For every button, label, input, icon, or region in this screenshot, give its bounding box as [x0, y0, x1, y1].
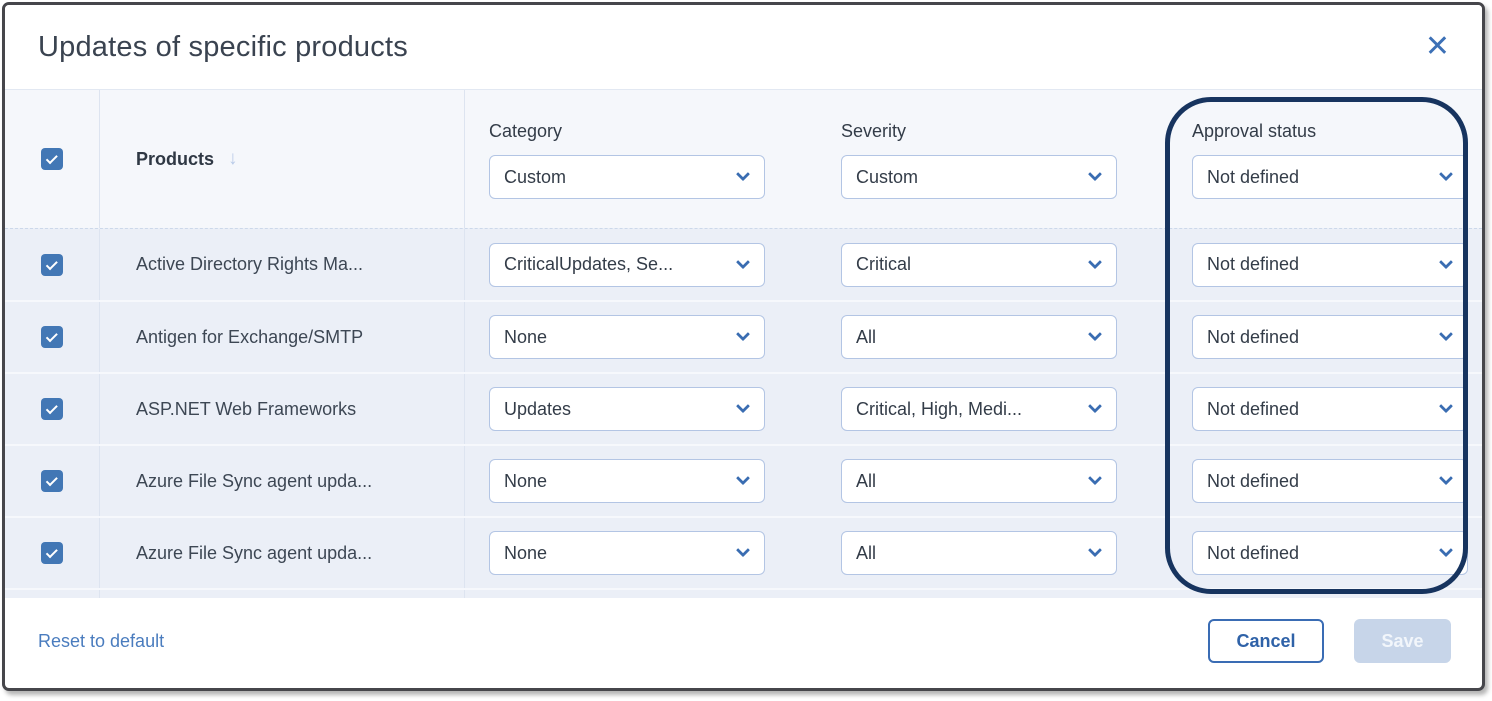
chevron-down-icon — [1439, 167, 1453, 181]
product-name: Active Directory Rights Ma... — [136, 254, 364, 274]
updates-dialog — [2, 2, 1485, 691]
checkmark-icon — [45, 152, 57, 164]
chevron-down-icon — [1439, 255, 1453, 269]
footer-buttons — [1208, 619, 1451, 663]
approval-status-cell — [1168, 229, 1482, 300]
chevron-down-icon — [1088, 399, 1102, 413]
product-cell — [100, 446, 465, 516]
table-row — [5, 228, 1482, 300]
table-row — [5, 372, 1482, 444]
dialog-titlebar — [5, 5, 1482, 90]
row-checkbox-cell — [5, 590, 100, 598]
close-icon[interactable]: ✕ — [1424, 30, 1450, 63]
approval-status-select[interactable]: Not defined — [1192, 315, 1468, 359]
severity-cell — [817, 374, 1168, 444]
reset-to-default-link[interactable]: Reset to default — [38, 630, 165, 651]
category-select[interactable]: Updates — [489, 387, 765, 431]
category-cell — [465, 518, 817, 588]
product-cell — [100, 302, 465, 372]
approval-status-all-select[interactable]: Not defined — [1192, 155, 1468, 199]
approval-status-cell — [1168, 590, 1482, 598]
severity-select[interactable]: Critical, High, Medi... — [841, 387, 1117, 431]
severity-cell — [817, 518, 1168, 588]
products-column-header[interactable]: Products — [136, 148, 215, 169]
checkmark-icon — [45, 330, 57, 342]
product-cell — [100, 518, 465, 588]
dialog-title: Updates of specific products — [38, 30, 408, 63]
severity-column-header: Severity — [841, 121, 907, 141]
chevron-down-icon — [1439, 399, 1453, 413]
category-column-header: Category — [489, 121, 563, 141]
category-select[interactable]: None — [489, 531, 765, 575]
checkmark-icon — [45, 258, 57, 270]
approval-status-column-header: Approval status — [1192, 121, 1317, 141]
row-checkbox[interactable] — [41, 398, 63, 420]
table-row — [5, 516, 1482, 588]
dialog-footer — [5, 598, 1482, 684]
severity-cell — [817, 590, 1168, 598]
severity-all-select[interactable]: Custom — [841, 155, 1117, 199]
product-cell — [100, 590, 465, 598]
header-severity-cell — [817, 90, 1168, 228]
approval-status-cell — [1168, 446, 1482, 516]
chevron-down-icon — [736, 471, 750, 485]
category-select[interactable]: None — [489, 459, 765, 503]
sort-descending-icon[interactable] — [228, 148, 238, 170]
severity-cell — [817, 229, 1168, 300]
row-checkbox[interactable] — [41, 326, 63, 348]
chevron-down-icon — [1088, 471, 1102, 485]
row-checkbox-cell — [5, 518, 100, 588]
approval-status-cell — [1168, 374, 1482, 444]
chevron-down-icon — [1439, 327, 1453, 341]
row-checkbox-cell — [5, 229, 100, 300]
cancel-button[interactable]: Cancel — [1208, 619, 1324, 663]
approval-status-cell — [1168, 518, 1482, 588]
chevron-down-icon — [1439, 543, 1453, 557]
approval-status-select[interactable]: Not defined — [1192, 243, 1468, 287]
severity-select[interactable]: Critical — [841, 243, 1117, 287]
category-cell — [465, 229, 817, 300]
severity-select[interactable]: All — [841, 315, 1117, 359]
product-cell — [100, 229, 465, 300]
chevron-down-icon — [736, 255, 750, 269]
checkmark-icon — [45, 474, 57, 486]
row-checkbox-cell — [5, 302, 100, 372]
product-name: Azure File Sync agent upda... — [136, 470, 373, 491]
table-row — [5, 300, 1482, 372]
product-name: ASP.NET Web Frameworks — [136, 398, 357, 419]
category-select[interactable]: None — [489, 315, 765, 359]
row-checkbox-cell — [5, 374, 100, 444]
approval-status-select[interactable]: Not defined — [1192, 387, 1468, 431]
category-cell — [465, 446, 817, 516]
category-cell — [465, 302, 817, 372]
header-products-cell — [100, 90, 465, 228]
category-cell — [465, 374, 817, 444]
row-checkbox[interactable] — [41, 254, 63, 276]
header-approval-cell — [1168, 90, 1482, 228]
product-cell — [100, 374, 465, 444]
severity-cell — [817, 302, 1168, 372]
header-checkbox-cell — [5, 90, 100, 228]
category-all-select[interactable]: Custom — [489, 155, 765, 199]
row-checkbox-cell — [5, 446, 100, 516]
select-all-checkbox[interactable] — [41, 148, 63, 170]
category-cell — [465, 590, 817, 598]
chevron-down-icon — [1088, 255, 1102, 269]
table-row-partial — [5, 588, 1482, 598]
severity-select[interactable]: All — [841, 531, 1117, 575]
table-row — [5, 444, 1482, 516]
chevron-down-icon — [736, 327, 750, 341]
chevron-down-icon — [1088, 167, 1102, 181]
chevron-down-icon — [736, 167, 750, 181]
row-checkbox[interactable] — [41, 542, 63, 564]
row-checkbox[interactable] — [41, 470, 63, 492]
table-header-row — [5, 90, 1482, 228]
chevron-down-icon — [1088, 543, 1102, 557]
checkmark-icon — [45, 546, 57, 558]
chevron-down-icon — [736, 399, 750, 413]
approval-status-select[interactable]: Not defined — [1192, 531, 1468, 575]
approval-status-select[interactable]: Not defined — [1192, 459, 1468, 503]
product-name: Azure File Sync agent upda... — [136, 542, 373, 563]
category-select[interactable]: CriticalUpdates, Se... — [489, 243, 765, 287]
checkmark-icon — [45, 402, 57, 414]
chevron-down-icon — [1088, 327, 1102, 341]
chevron-down-icon — [1439, 471, 1453, 485]
save-button: Save — [1354, 619, 1451, 663]
header-category-cell — [465, 90, 817, 228]
product-name: Antigen for Exchange/SMTP — [136, 326, 364, 347]
approval-status-cell — [1168, 302, 1482, 372]
severity-cell — [817, 446, 1168, 516]
severity-select[interactable]: All — [841, 459, 1117, 503]
chevron-down-icon — [736, 543, 750, 557]
